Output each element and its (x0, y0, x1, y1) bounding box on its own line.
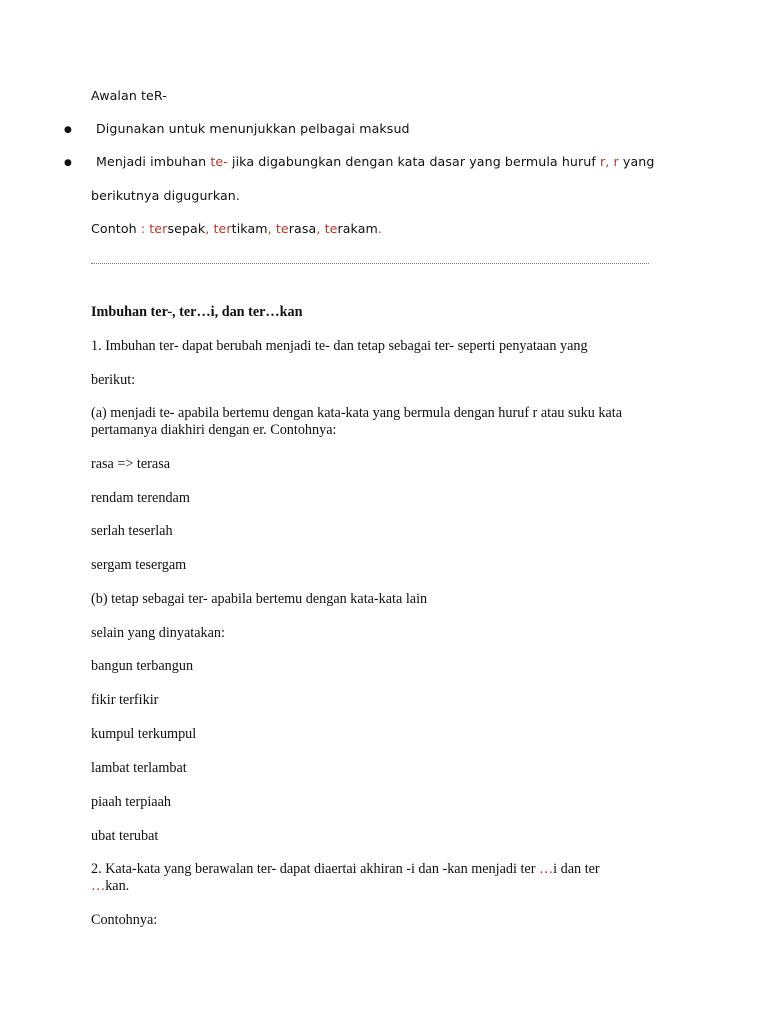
bullet-text-1: Digunakan untuk menunjukkan pelbagai maksud (96, 121, 410, 136)
example-b-item: fikir terfikir (91, 692, 159, 708)
ellipsis: … (538, 861, 554, 877)
example-b-item: kumpul terkumpul (91, 726, 197, 742)
example-prefix: te (324, 221, 338, 236)
example-end: . (377, 221, 383, 236)
example-prefix: ter (149, 221, 168, 236)
example-prefix: te (275, 221, 289, 236)
example-root: tikam (231, 221, 268, 236)
paragraph-2-text-c: kan. (105, 878, 130, 894)
example-prefix: ter (213, 221, 232, 236)
bullet-2-r1: r (600, 154, 606, 169)
paragraph-1-line-2: berikut: (91, 372, 136, 388)
bullet-2-part2: jika digabungkan dengan kata dasar yang bermula huruf (227, 154, 601, 169)
example-root: rasa (288, 221, 317, 236)
bullet-dot: ● (64, 158, 72, 168)
example-a-item: serlah teserlah (91, 523, 173, 539)
section-heading: Imbuhan ter-, ter…i, dan ter…kan (91, 304, 303, 320)
dotted-divider (91, 263, 649, 264)
bullet-2-comma: , (605, 154, 614, 169)
ellipsis: … (91, 878, 106, 894)
example-a-item: rasa => terasa (91, 456, 171, 472)
bullet-2-part1: Menjadi imbuhan (96, 154, 211, 169)
paragraph-2-text-b: i dan ter (553, 861, 600, 877)
contoh-colon: : (140, 221, 150, 236)
example-sep: , (316, 221, 325, 236)
contoh-line (91, 220, 382, 238)
bullet-text-2 (96, 153, 654, 171)
example-a-item: rendam terendam (91, 490, 190, 506)
contohnya-label: Contohnya: (91, 912, 158, 928)
point-a-line-1: (a) menjadi te- apabila bertemu dengan kata-kata yang bermula dengan huruf r atau suku kata (91, 405, 623, 421)
example-b-item: bangun terbangun (91, 658, 194, 674)
example-root: sepak (167, 221, 206, 236)
bullet-2-r2: r (613, 154, 619, 169)
paragraph-2-line-1 (91, 860, 600, 878)
point-b-line-1: (b) tetap sebagai ter- apabila bertemu dengan kata-kata lain (91, 591, 428, 607)
section-title: Awalan teR- (91, 88, 167, 103)
contoh-label: Contoh (91, 221, 141, 236)
example-sep: , (205, 221, 214, 236)
point-a-line-2: pertamanya diakhiri dengan er. Contohnya: (91, 422, 337, 438)
bullet-2-te: te- (210, 154, 228, 169)
paragraph-2-line-2 (91, 877, 129, 895)
example-b-item: piaah terpiaah (91, 794, 171, 810)
example-a-item: sergam tesergam (91, 557, 187, 573)
example-b-item: ubat terubat (91, 828, 159, 844)
point-b-line-2: selain yang dinyatakan: (91, 625, 225, 641)
example-b-item: lambat terlambat (91, 760, 187, 776)
paragraph-2-text-a: 2. Kata-kata yang berawalan ter- dapat diaertai akhiran -i dan -kan menjadi ter (91, 861, 539, 877)
bullet-2-part3: yang (618, 154, 655, 169)
bullet-dot: ● (64, 125, 72, 135)
example-sep: , (267, 221, 276, 236)
paragraph-1-line-1: 1. Imbuhan ter- dapat berubah menjadi te- dan tetap sebagai ter- seperti penyataan yang (91, 338, 588, 354)
bullet-text-2-cont: berikutnya digugurkan. (91, 188, 240, 203)
example-root: rakam (337, 221, 378, 236)
